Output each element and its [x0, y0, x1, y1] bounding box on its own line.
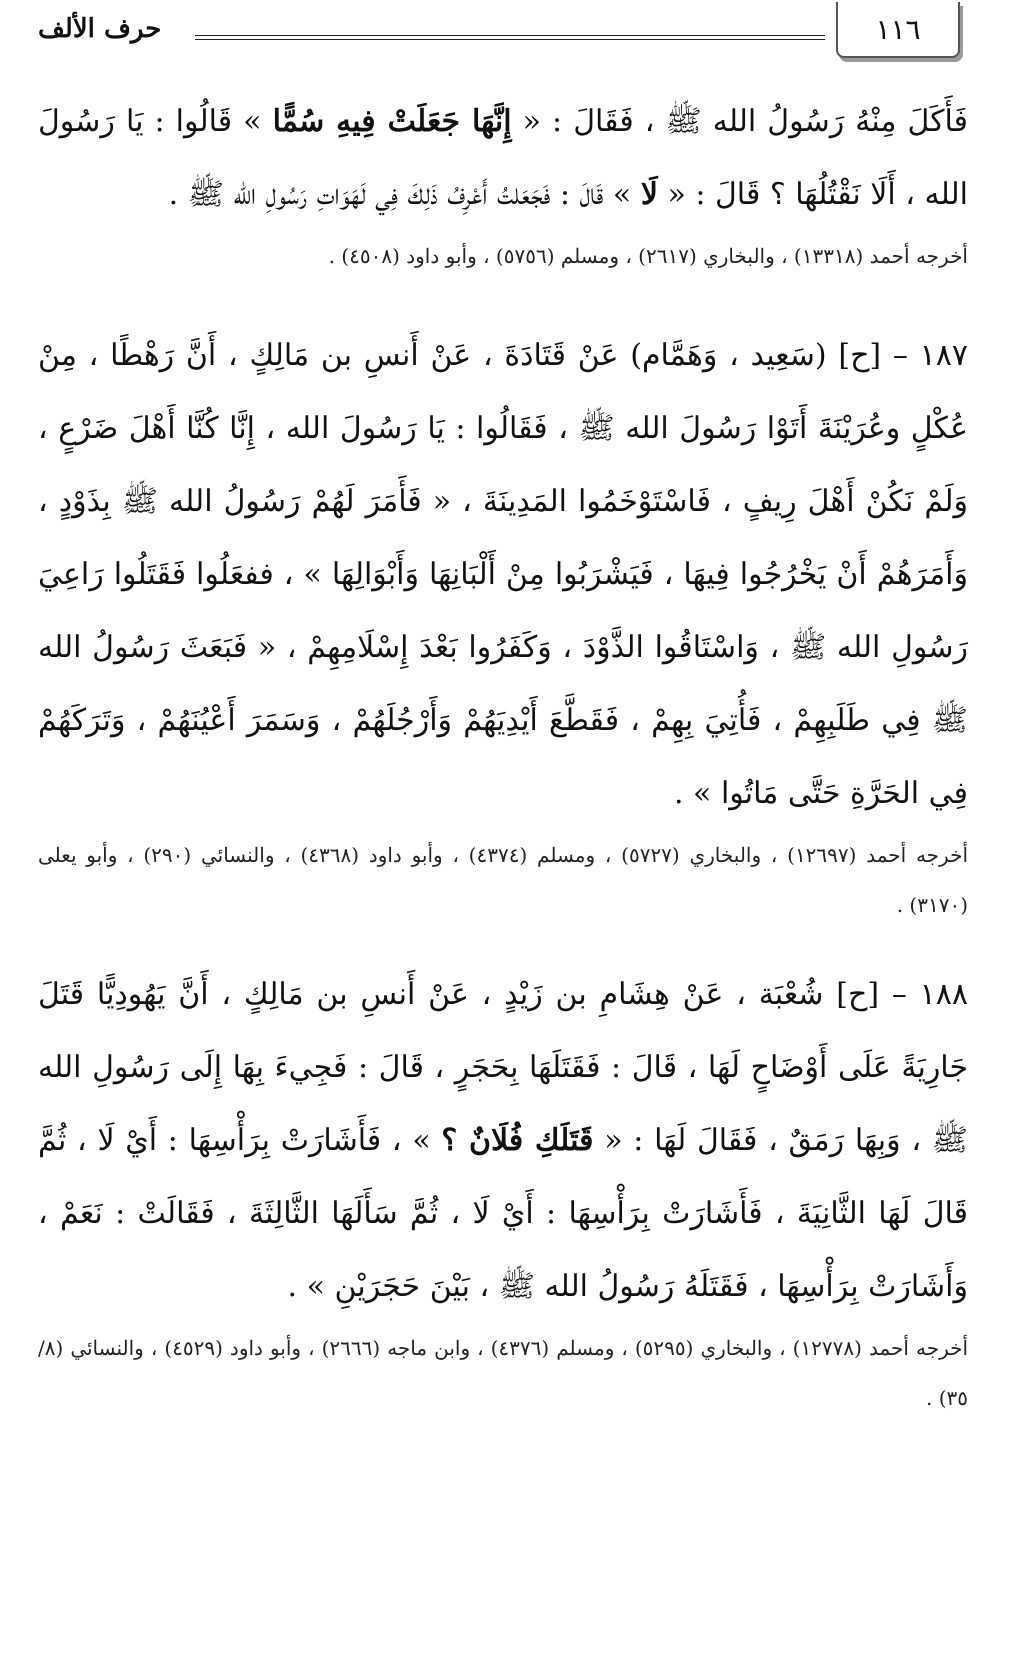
- text-segment: [ح] (سَعِيد ، وَهَمَّام) عَنْ قَتَادَةَ ، عَنْ أَنسِ بن مَالِكٍ ، أَنَّ رَهْطًا ، مِنْ عُكْلٍ وعُرَيْنَةَ أَتَوْا رَسُولَ الله ﷺ ، فَقَالُوا : يَا رَسُولَ الله ، إِنَّا كُنَّا أَهْلَ ضَرْعٍ ، وَلَمْ نَكُنْ أَهْلَ رِيفٍ ، فَاسْتَوْخَمُوا المَدِينَةَ ، «: [38, 338, 969, 519]
- page-header: [0, 0, 1010, 70]
- source-citation: أخرجه أحمد (١٢٧٧٨) ، والبخاري (٥٢٩٥) ، ومسلم (٤٣٧٦) ، وابن ماجه (٢٦٦٦) ، وأبو داود (٤٥٢٩) ، والنسائي (٨/ ٣٥) .: [38, 1336, 969, 1410]
- hadith-continuation: [38, 85, 968, 231]
- prophetic-quote: لَا: [640, 177, 658, 212]
- quoted-text: فَأَمَرَ لَهُمْ رَسُولُ الله ﷺ بِذَوْدٍ ، وَأَمَرَهُمْ أَنْ يَخْرُجُوا فِيهَا ، فَيَشْرَبُوا مِنْ أَلْبَانِهَا وَأَبْوَالِهَا: [38, 484, 968, 592]
- hadith-187: [38, 319, 968, 830]
- text-segment: » ، ففعَلُوا فَقَتَلُوا رَاعِيَ رَسُولِ الله ﷺ ، وَاسْتَاقُوا الذَّوْدَ ، وَكَفَرُوا بَعْدَ إِسْلَامِهِمْ ، «: [38, 557, 968, 665]
- source-citation: أخرجه أحمد (١٣٣١٨) ، والبخاري (٢٦١٧) ، ومسلم (٥٧٥٦) ، وأبو داود (٤٥٠٨) .: [328, 244, 968, 268]
- text-segment: » ، فَأَشَارَتْ بِرَأْسِهَا : أَيْ لَا ، ثُمَّ قَالَ لَهَا الثَّانِيَةَ ، فَأَشَارَتْ بِرَأْسِهَا : أَيْ لَا ، ثُمَّ سَأَلَهَا الثَّالِثَةَ ، فَقَالَتْ : نَعَمْ ، وَأَشَارَتْ بِرَأْسِهَا ، فَقَتَلَهُ رَسُولُ الله ﷺ ، بَيْنَ حَجَرَيْنِ » .: [38, 1123, 968, 1304]
- text-segment: » .: [673, 776, 721, 811]
- hadith-number: ١٨٧ –: [881, 338, 968, 373]
- hadith-188: [38, 958, 968, 1323]
- quoted-text: فَبَعَثَ رَسُولُ الله ﷺ فِي طَلَبِهِمْ ، فَأُتِيَ بِهِمْ ، فَقَطَّعَ أَيْدِيَهُمْ وَأَرْجُلَهُمْ ، وَسَمَرَ أَعْيُنَهُمْ ، وَتَرَكَهُمْ فِي الحَرَّةِ حَتَّى مَاتُوا: [38, 630, 968, 811]
- page-body: [38, 85, 968, 1423]
- source-citation: أخرجه أحمد (١٢٦٩٧) ، والبخاري (٥٧٢٧) ، ومسلم (٤٣٧٤) ، وأبو داود (٤٣٦٨) ، والنسائي (٢٩٠) ، وأبو يعلى (٣١٧٠) .: [38, 843, 969, 917]
- page-number: ١١٦: [836, 2, 960, 58]
- hadith-number: ١٨٨ –: [879, 977, 968, 1012]
- chapter-title: حرف الألف: [38, 14, 162, 44]
- text-segment: [ح] شُعْبَة ، عَنْ هِشَامِ بن زَيْدٍ ، عَنْ أَنسِ بن مَالِكٍ ، أَنَّ يَهُودِيًّا قَتَلَ جَارِيَةً عَلَى أَوْضَاحٍ لَهَا ، قَالَ : فَقَتَلَهَا بِحَجَرٍ ، قَالَ : فَجِيءَ بِهَا إِلَى رَسُولِ الله ﷺ ، وَبِهَا رَمَقٌ ، فَقَالَ لَهَا : «: [38, 977, 968, 1158]
- prophetic-quote: قَتَلَكِ فُلَانٌ ؟: [441, 1123, 594, 1158]
- prophetic-quote: إِنَّهَا جَعَلَتْ فِيهِ سُمًّا: [272, 104, 512, 139]
- text-segment: » قَالَ : فَجَعَلتُ أَعْرِفُ ذَلِكَ فِي لَهَوَاتِ رَسُولِ الله ﷺ .: [168, 177, 641, 212]
- header-rule: [195, 35, 825, 40]
- text-segment: فَأَكَلَ مِنْهُ رَسُولُ الله ﷺ ، فَقَالَ : «: [511, 104, 968, 139]
- text-segment: » قَالُوا : يَا رَسُولَ الله ، أَلَا نَقْتُلُهَا ؟ قَالَ : «: [38, 104, 968, 212]
